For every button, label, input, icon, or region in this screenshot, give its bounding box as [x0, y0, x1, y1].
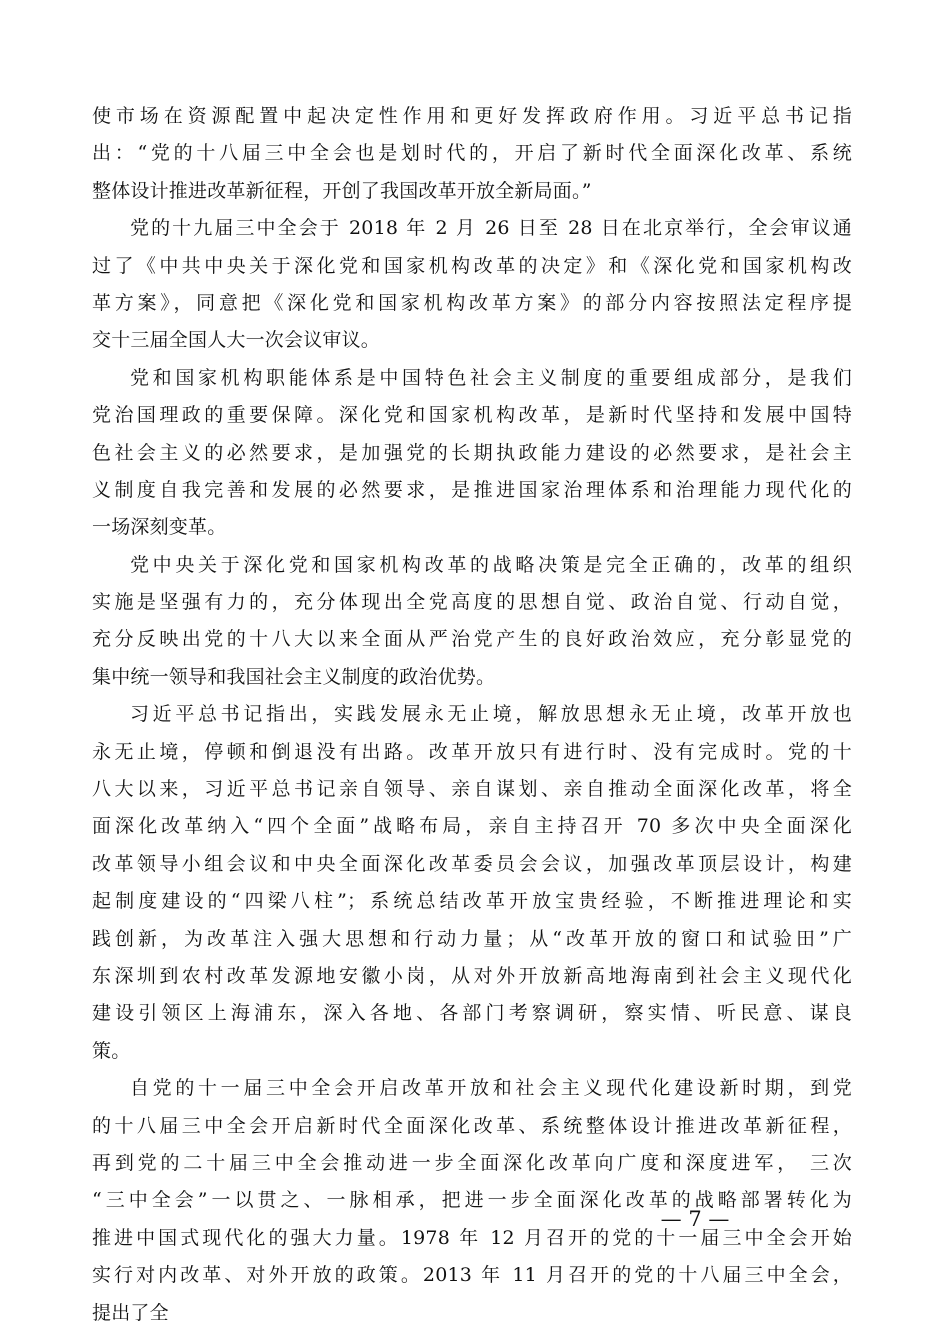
text-line-25: 建设引领区上海浦东，深入各地、各部门考察调研，察实情、听民意、谋良	[92, 1002, 852, 1025]
text-line-3: 整体设计推进改革新征程，开创了我国改革开放全新局面。”	[92, 179, 592, 202]
text-line-5: 过了《中共中央关于深化党和国家机构改革的决定》和《深化党和国家机构改	[92, 254, 852, 277]
text-line-21: 改革领导小组会议和中央全面深化改革委员会会议，加强改革顶层设计，构建	[92, 852, 852, 875]
text-line-6: 革方案》，同意把《深化党和国家机构改革方案》的部分内容按照法定程序提	[92, 291, 852, 314]
text-line-24: 东深圳到农村改革发源地安徽小岗，从对外开放新高地海南到社会主义现代化	[92, 964, 852, 987]
text-line-32: 实行对内改革、对外开放的政策。2013 年 11 月召开的党的十八届三中全会，	[92, 1264, 852, 1287]
text-line-11: 义制度自我完善和发展的必然要求，是推进国家治理体系和治理能力现代化的	[92, 478, 852, 501]
text-line-26: 策。	[92, 1039, 131, 1062]
text-line-15: 充分反映出党的十八大以来全面从严治党产生的良好政治效应，充分彰显党的	[92, 628, 852, 651]
text-line-13: 党中央关于深化党和国家机构改革的战略决策是完全正确的，改革的组织	[130, 553, 852, 576]
text-line-31: 推进中国式现代化的强大力量。1978 年 12 月召开的党的十一届三中全会开始	[92, 1226, 852, 1249]
text-line-29: 再到党的二十届三中全会推动进一步全面深化改革向广度和深度进军， 三次	[92, 1151, 852, 1174]
text-line-8: 党和国家机构职能体系是中国特色社会主义制度的重要组成部分，是我们	[130, 366, 852, 389]
text-line-2: 出：“党的十八届三中全会也是划时代的，开启了新时代全面深化改革、系统	[92, 142, 852, 165]
text-line-10: 色社会主义的必然要求，是加强党的长期执政能力建设的必然要求，是社会主	[92, 441, 852, 464]
text-line-9: 党治国理政的重要保障。深化党和国家机构改革，是新时代坚持和发展中国特	[92, 404, 852, 427]
text-line-4: 党的十九届三中全会于 2018 年 2 月 26 日至 28 日在北京举行，全会审议通	[130, 217, 852, 240]
text-line-22: 起制度建设的“四梁八柱”；系统总结改革开放宝贵经验，不断推进理论和实	[92, 890, 852, 913]
text-line-30: “三中全会”一以贯之、一脉相承，把进一步全面深化改革的战略部署转化为	[92, 1189, 852, 1212]
text-line-18: 永无止境，停顿和倒退没有出路。改革开放只有进行时、没有完成时。党的十	[92, 740, 852, 763]
text-line-33: 提出了全	[92, 1301, 169, 1324]
text-line-7: 交十三届全国人大一次会议审议。	[92, 329, 381, 352]
text-line-1: 使市场在资源配置中起决定性作用和更好发挥政府作用。习近平总书记指	[92, 105, 852, 127]
text-line-17: 习近平总书记指出，实践发展永无止境，解放思想永无止境，改革开放也	[130, 703, 852, 726]
text-line-27: 自党的十一届三中全会开启改革开放和社会主义现代化建设新时期，到党	[130, 1077, 852, 1100]
text-line-23: 践创新，为改革注入强大思想和行动力量；从“改革开放的窗口和试验田”广	[92, 927, 852, 950]
text-line-16: 集中统一领导和我国社会主义制度的政治优势。	[92, 665, 496, 688]
text-line-12: 一场深刻变革。	[92, 516, 227, 539]
text-line-19: 八大以来，习近平总书记亲自领导、亲自谋划、亲自推动全面深化改革，将全	[92, 778, 852, 801]
text-line-20: 面深化改革纳入“四个全面”战略布局，亲自主持召开 70 多次中央全面深化	[92, 815, 852, 838]
text-line-14: 实施是坚强有力的，充分体现出全党高度的思想自觉、政治自觉、行动自觉，	[92, 591, 852, 614]
page-number: — 7 —	[660, 1207, 730, 1231]
body-text	[92, 98, 852, 1332]
text-line-28: 的十八届三中全会开启新时代全面深化改革、系统整体设计推进改革新征程，	[92, 1114, 852, 1137]
